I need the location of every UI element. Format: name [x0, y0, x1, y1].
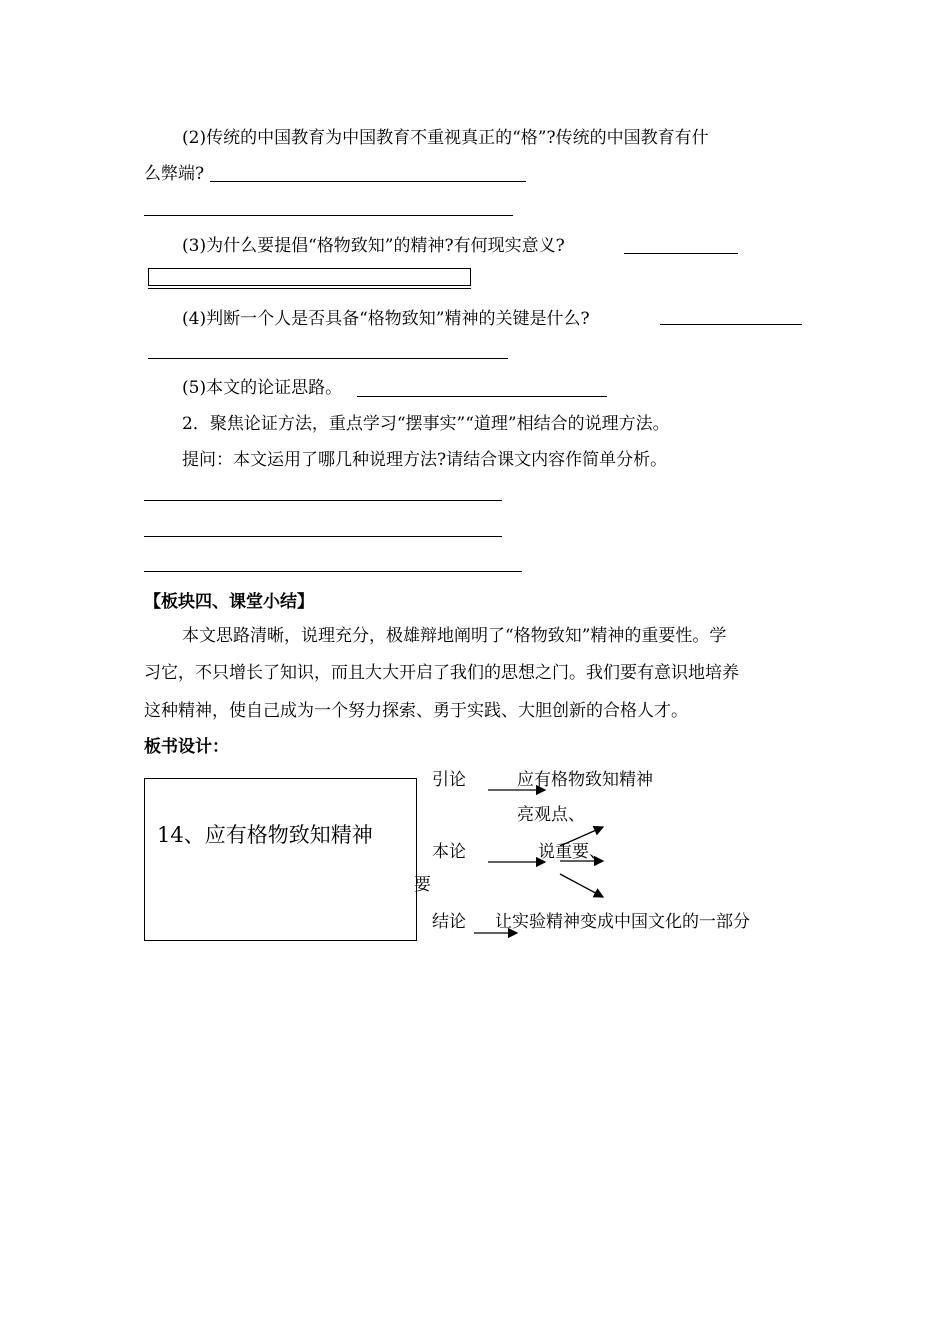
board-heading: 板书设计： — [144, 737, 229, 757]
board-title: 14、应有格物致知精神 — [157, 823, 373, 847]
question-3: (3)为什么要提倡“格物致知”的精神?有何现实意义? — [182, 236, 565, 256]
board-intro-text: 应有格物致知精神 — [517, 770, 653, 790]
question-4: (4)判断一个人是否具备“格物致知”精神的关键是什么? — [182, 309, 590, 329]
summary-paragraph-line3: 这种精神，使自己成为一个努力探索、勇于实践、大胆创新的合格人才。 — [144, 701, 688, 721]
board-conclusion-label: 结论 — [432, 912, 466, 932]
summary-paragraph-line1: 本文思路清晰，说理充分，极雄辩地阐明了“格物致知”精神的重要性。学 — [182, 626, 727, 646]
board-body-point-top: 亮观点、 — [517, 805, 585, 825]
summary-heading: 【板块四、课堂小结】 — [144, 592, 314, 612]
board-body-label: 本论 — [432, 842, 466, 862]
section-2-prompt: 提问：本文运用了哪几种说理方法?请结合课文内容作简单分析。 — [182, 450, 668, 470]
question-5: (5)本文的论证思路。 — [182, 378, 343, 398]
board-body-point-bottom: 要 — [414, 875, 431, 895]
arrow-body-down — [560, 874, 603, 897]
question-2-line1: (2)传统的中国教育为中国教育不重视真正的“格”?传统的中国教育有什 — [182, 128, 709, 148]
question-2-line2: 么弊端? — [144, 164, 205, 184]
board-intro-label: 引论 — [432, 770, 466, 790]
board-conclusion-text: 让实验精神变成中国文化的一部分 — [495, 912, 750, 932]
board-body-point-mid: 说重要、 — [538, 842, 606, 862]
arrow-body-up — [560, 827, 603, 846]
section-2-title: 2．聚焦论证方法，重点学习“摆事实”“道理”相结合的说理方法。 — [182, 414, 670, 434]
summary-paragraph-line2: 习它，不只增长了知识，而且大大开启了我们的思想之门。我们要有意识地培养 — [144, 663, 739, 683]
